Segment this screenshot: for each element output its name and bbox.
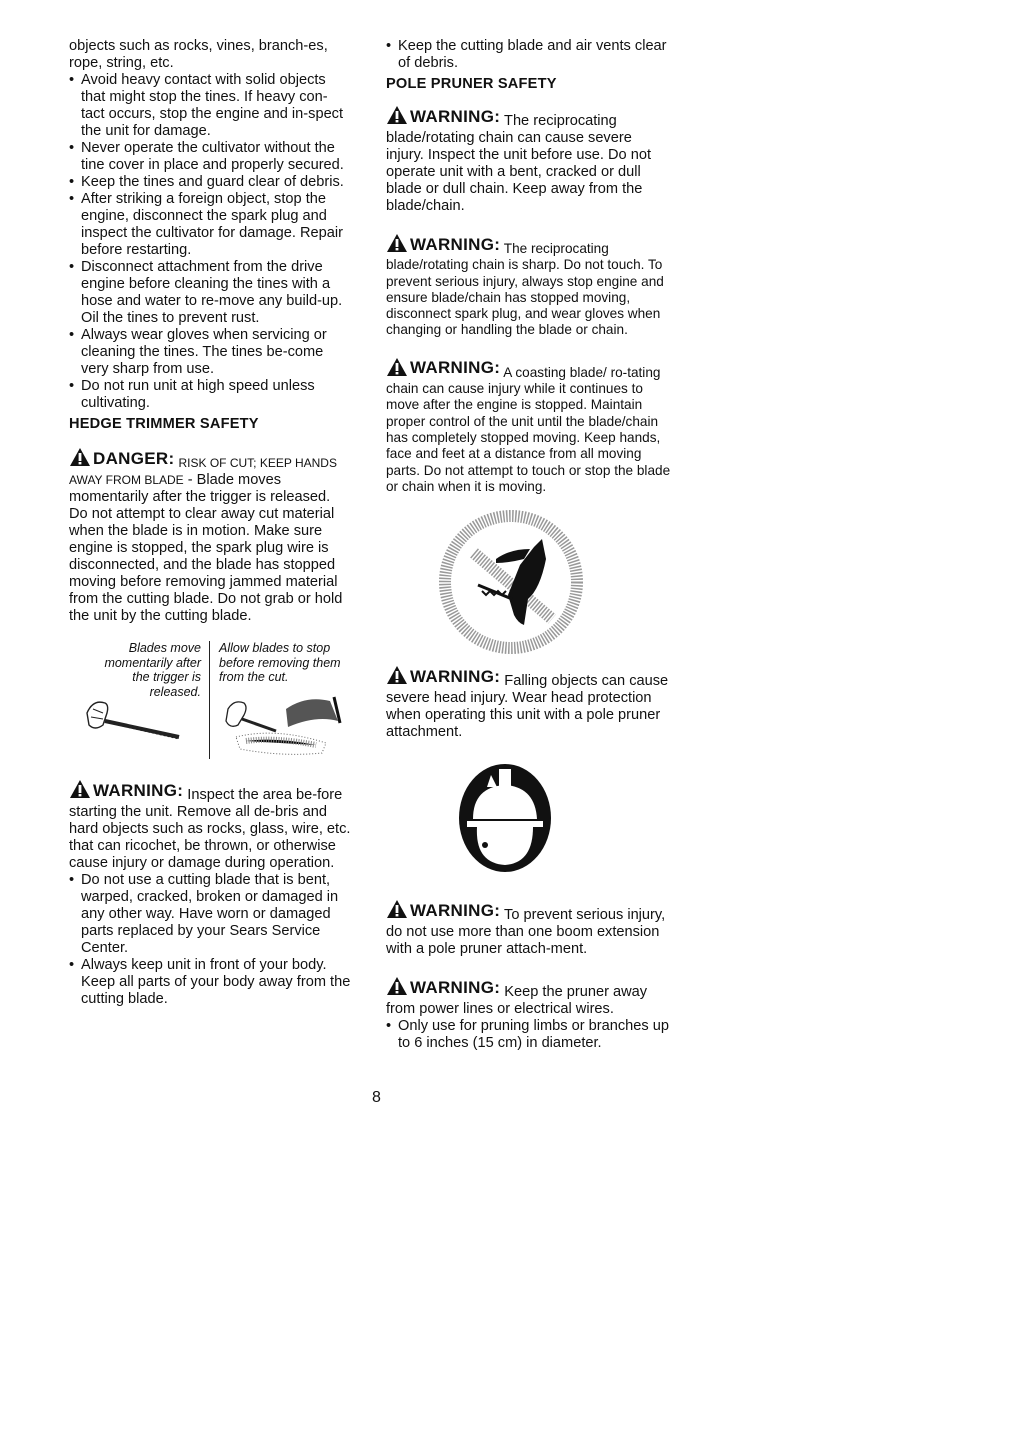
hedge-trimmer-figures [69, 641, 351, 759]
danger-text: - Blade moves momentarily after the trigger is released. Do not attempt to clear away cut material when the blade is in motion. Make sure engine is stopped, the spark plug wire is disconnected, and the blade has stopped moving before removing jammed material from the cutting blade. Do not grab or hold the unit by the cutting blade. [69, 472, 343, 624]
warning-label: WARNING: [410, 107, 501, 126]
inspect-warning-block [69, 779, 351, 872]
list-item: • Do not run unit at high speed unless cultivating. [69, 378, 351, 412]
warning-triangle-icon [69, 779, 91, 799]
danger-block [69, 447, 351, 625]
warning-label-group [386, 665, 500, 685]
warning-triangle-icon [386, 976, 408, 996]
warning-text: Keep the pruner away from power lines or electrical wires. [386, 984, 648, 1018]
warning-label: WARNING: [410, 234, 501, 254]
danger-label: DANGER: [93, 449, 175, 468]
warning-label-group [386, 233, 500, 253]
warning-triangle-icon [386, 357, 408, 377]
warning-triangle-icon [386, 233, 408, 253]
warning-block-2 [386, 233, 671, 339]
warning-triangle-icon [69, 447, 91, 467]
list-item: • Keep the cutting blade and air vents clear of debris. [386, 38, 671, 72]
hard-hat-icon [455, 761, 555, 875]
list-item: • Always keep unit in front of your body. Keep all parts of your body away from the cutting blade. [69, 957, 351, 1008]
warning-triangle-icon [386, 105, 408, 125]
list-item: • After striking a foreign object, stop the engine, disconnect the spark plug and inspect the cultivator for damage. Repair before restarting. [69, 191, 351, 259]
warning-label: WARNING: [410, 358, 501, 378]
right-column [386, 38, 671, 1052]
blade-bullet-list [69, 872, 351, 1008]
danger-label-group [69, 447, 174, 467]
warning-label: WARNING: [410, 978, 501, 998]
figure-caption-a: Blades move momentarily after the trigger is released. [104, 641, 201, 699]
warning-text: Inspect the area be-fore starting the unit. Remove all de-bris and hard objects such as rocks, glass, wire, etc. that can ricochet, be thrown, or otherwise cause injury or damage during operation. [69, 787, 351, 871]
warning-text: A coasting blade/ ro-tating chain can cause injury while it continues to move after the engine is stopped. Maintain proper control of the unit until the blade/chain has completely stopped moving. Keep hands, face and feet at a distance from all moving parts. Do not attempt to touch or stop the blade or chain when it is moving. [386, 364, 671, 494]
no-touch-blade-icon [426, 507, 596, 657]
top-bullet-list [386, 38, 671, 72]
warning-label-group [386, 976, 500, 996]
warning-label: WARNING: [410, 901, 501, 921]
cultivator-bullet-list [69, 72, 351, 412]
warning-triangle-icon [386, 665, 408, 685]
pole-pruner-heading: POLE PRUNER SAFETY [386, 76, 557, 92]
list-item: • Disconnect attachment from the drive engine before cleaning the tines with a hose and water to re-move any build-up. Oil the tines to prevent rust. [69, 259, 351, 327]
warning-label-group [386, 357, 500, 377]
left-column [69, 38, 351, 1008]
warning-label-group [386, 105, 500, 125]
warning-triangle-icon [386, 899, 408, 919]
list-item: • Always wear gloves when servicing or cleaning the tines. The tines be-come very sharp from use. [69, 327, 351, 378]
no-hands-symbol-wrap [350, 507, 671, 657]
warning-label: WARNING: [93, 781, 184, 800]
list-item: • Avoid heavy contact with solid objects that might stop the tines. If heavy con-tact occurs, stop the engine and in-spect the unit for damage. [69, 72, 351, 140]
hedge-trimmer-icon [79, 685, 199, 745]
list-item: • Keep the tines and guard clear of debris. [69, 174, 351, 191]
warning-label: WARNING: [410, 667, 501, 687]
bottom-bullet-list [386, 1018, 671, 1052]
figure-caption-b: Allow blades to stop before removing them from the cut. [219, 641, 341, 684]
hedge-trimmer-heading: HEDGE TRIMMER SAFETY [69, 416, 259, 432]
warning-block-6 [386, 976, 671, 1018]
cut-hedge-icon [216, 689, 346, 759]
warning-text: Falling objects can cause severe head injury. Wear head protection when operating this unit with a pole pruner attachment. [386, 673, 669, 741]
warning-block-4 [386, 665, 671, 741]
warning-label-group [386, 899, 500, 919]
warning-text: To prevent serious injury, do not use more than one boom extension with a pole pruner attach-ment. [386, 907, 666, 958]
warning-text: The reciprocating blade/rotating chain can cause severe injury. Inspect the unit before use. Do not operate unit with a bent, cracked or dull blade or dull chain. Keep away from the blade/chain. [386, 113, 652, 214]
warning-block-1 [386, 105, 671, 215]
warning-text: The reciprocating blade/rotating chain is sharp. Do not touch. To prevent serious injury, always stop engine and ensure blade/chain has stopped moving, disconnect spark plug, and wear gloves when changing or handling the blade or chain. [386, 241, 664, 338]
head-protection-symbol-wrap [338, 761, 671, 875]
danger-caps: RISK OF CUT; KEEP HANDS AWAY FROM BLADE [69, 456, 337, 487]
list-item: • Never operate the cultivator without the tine cover in place and properly secured. [69, 140, 351, 174]
warning-label-group [69, 779, 183, 799]
intro-text: objects such as rocks, vines, branch-es, rope, string, etc. [69, 38, 328, 71]
figure-allow-blades-stop [210, 641, 351, 759]
page-number: 8 [372, 1089, 381, 1106]
warning-block-5 [386, 899, 671, 958]
warning-block-3 [386, 357, 671, 495]
figure-blades-move [69, 641, 210, 759]
list-item: • Do not use a cutting blade that is bent, warped, cracked, broken or damaged in any other way. Have worn or damaged parts replaced by your Sears Service Center. [69, 872, 351, 957]
list-item: • Only use for pruning limbs or branches up to 6 inches (15 cm) in diameter. [386, 1018, 671, 1052]
